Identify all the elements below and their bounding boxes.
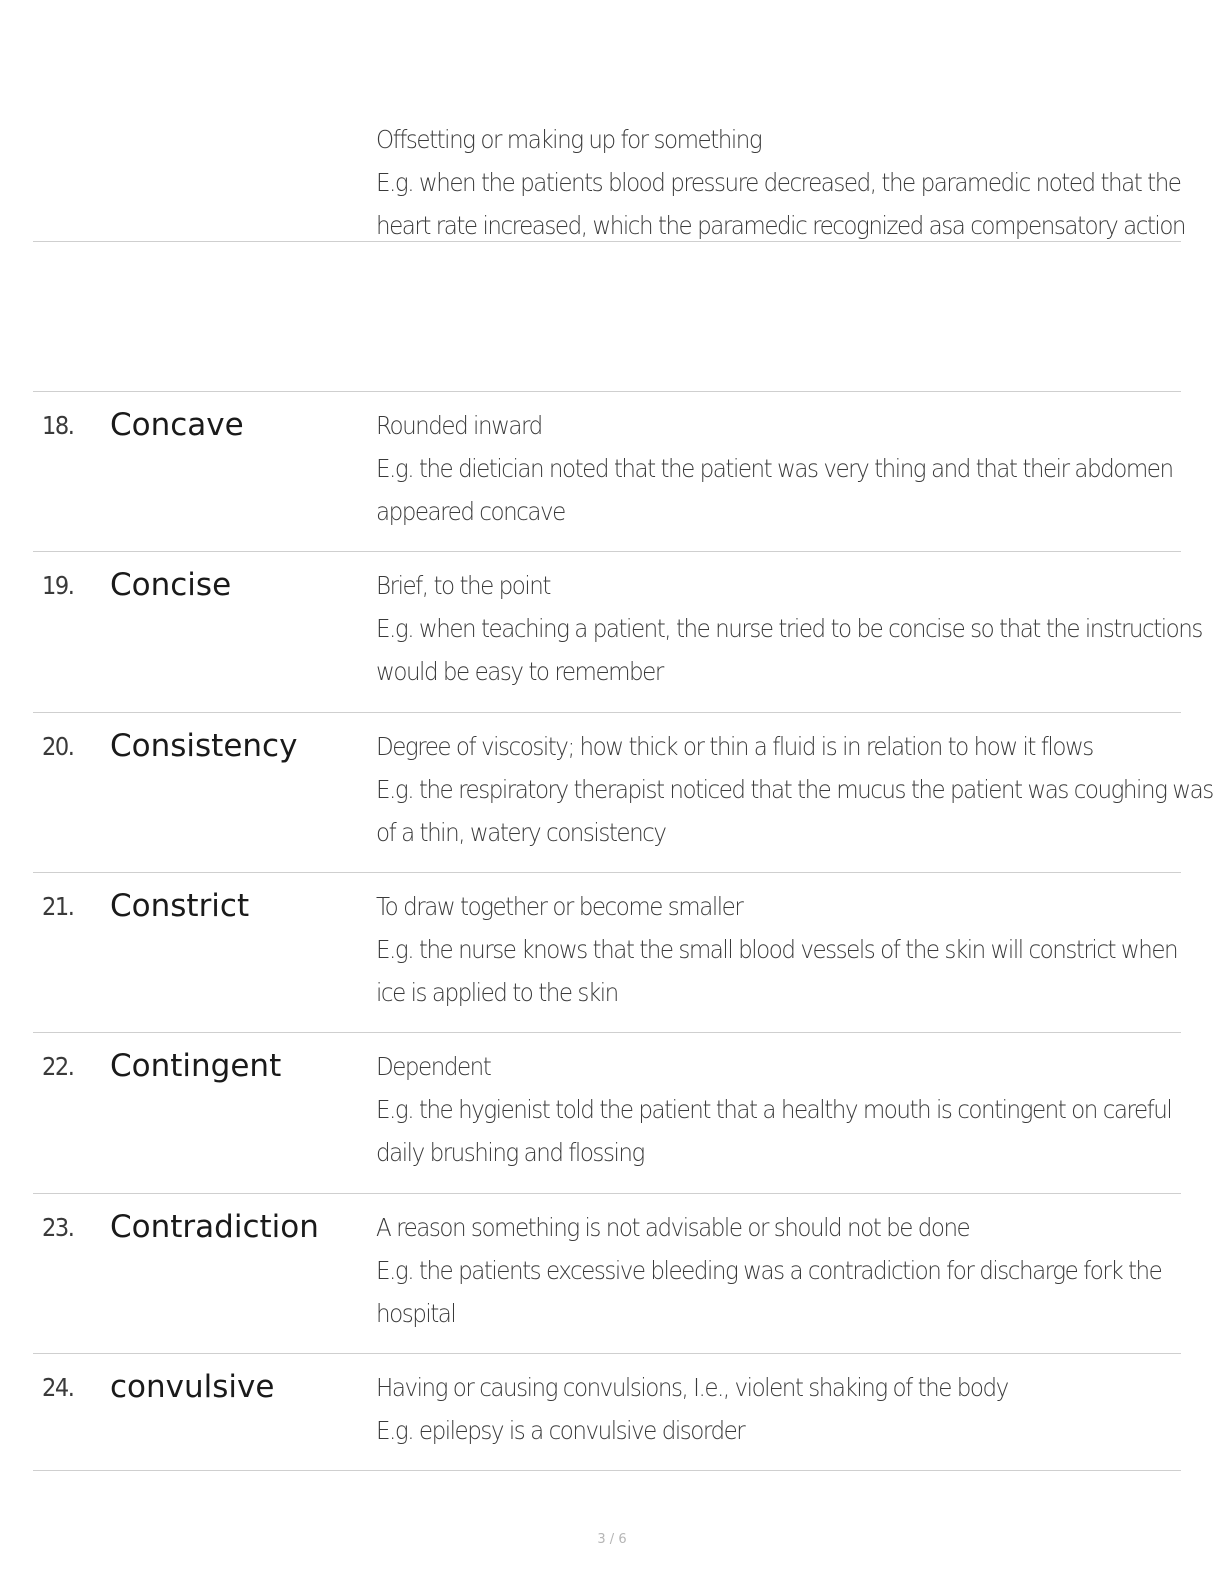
divider [33, 1032, 1181, 1033]
entry-number: 23. [42, 1213, 74, 1242]
entry-definition [376, 1206, 1176, 1335]
divider [33, 872, 1181, 873]
divider [33, 391, 1181, 392]
example-line: E.g. the patients excessive bleeding was a contradiction for discharge fork the [376, 1256, 1162, 1285]
entry-term: Concave [110, 407, 244, 443]
divider [33, 1470, 1181, 1471]
entry-definition [376, 1366, 1176, 1452]
example-line: E.g. the respiratory therapist noticed that the mucus the patient was coughing was [376, 775, 1213, 804]
definition-line: Rounded inward [376, 411, 542, 440]
example-line: hospital [376, 1299, 456, 1328]
definition-line: A reason something is not advisable or should not be done [376, 1213, 970, 1242]
example-line: appeared concave [376, 497, 565, 526]
entry-definition [376, 564, 1202, 693]
divider [33, 1353, 1181, 1354]
example-line: E.g. the dietician noted that the patient was very thing and that their abdomen [376, 454, 1173, 483]
divider [33, 1193, 1181, 1194]
example-line: would be easy to remember [376, 657, 663, 686]
entry-term: Consistency [110, 728, 298, 764]
entry-number: 22. [42, 1052, 74, 1081]
carryover-definition [376, 118, 1186, 247]
divider [33, 712, 1181, 713]
example-line: E.g. epilepsy is a convulsive disorder [376, 1416, 745, 1445]
entry-number: 18. [42, 411, 74, 440]
entry-term: Concise [110, 567, 232, 603]
entry-number: 20. [42, 732, 74, 761]
definition-line: Degree of viscosity; how thick or thin a fluid is in relation to how it flows [376, 732, 1093, 761]
example-line: of a thin, watery consistency [376, 818, 666, 847]
definition-line: Brief, to the point [376, 571, 550, 600]
example-line: E.g. when teaching a patient, the nurse tried to be concise so that the instructions [376, 614, 1202, 643]
example-line: ice is applied to the skin [376, 978, 618, 1007]
example-line: daily brushing and flossing [376, 1138, 644, 1167]
entry-definition [376, 885, 1176, 1014]
entry-term: Contradiction [110, 1209, 319, 1245]
example-line: E.g. when the patients blood pressure decreased, the paramedic noted that the [376, 168, 1181, 197]
example-line: E.g. the hygienist told the patient that a healthy mouth is contingent on careful [376, 1095, 1172, 1124]
definition-line: To draw together or become smaller [376, 892, 743, 921]
definition-line: Having or causing convulsions, I.e., violent shaking of the body [376, 1373, 1008, 1402]
entry-number: 21. [42, 892, 74, 921]
entry-term: Constrict [110, 888, 250, 924]
entry-number: 19. [42, 571, 74, 600]
entry-term: Contingent [110, 1048, 282, 1084]
entry-number: 24. [42, 1373, 74, 1402]
entry-definition [376, 1045, 1176, 1174]
definition-line: Dependent [376, 1052, 491, 1081]
entry-definition [376, 725, 1213, 854]
entry-definition [376, 404, 1176, 533]
divider [33, 551, 1181, 552]
divider [33, 241, 1181, 242]
definition-line: Offsetting or making up for something [376, 125, 762, 154]
example-line: heart rate increased, which the paramedic recognized asa compensatory action [376, 211, 1186, 240]
example-line: E.g. the nurse knows that the small blood vessels of the skin will constrict when [376, 935, 1178, 964]
page-number: 3 / 6 [597, 1532, 627, 1547]
entry-term: convulsive [110, 1369, 275, 1405]
